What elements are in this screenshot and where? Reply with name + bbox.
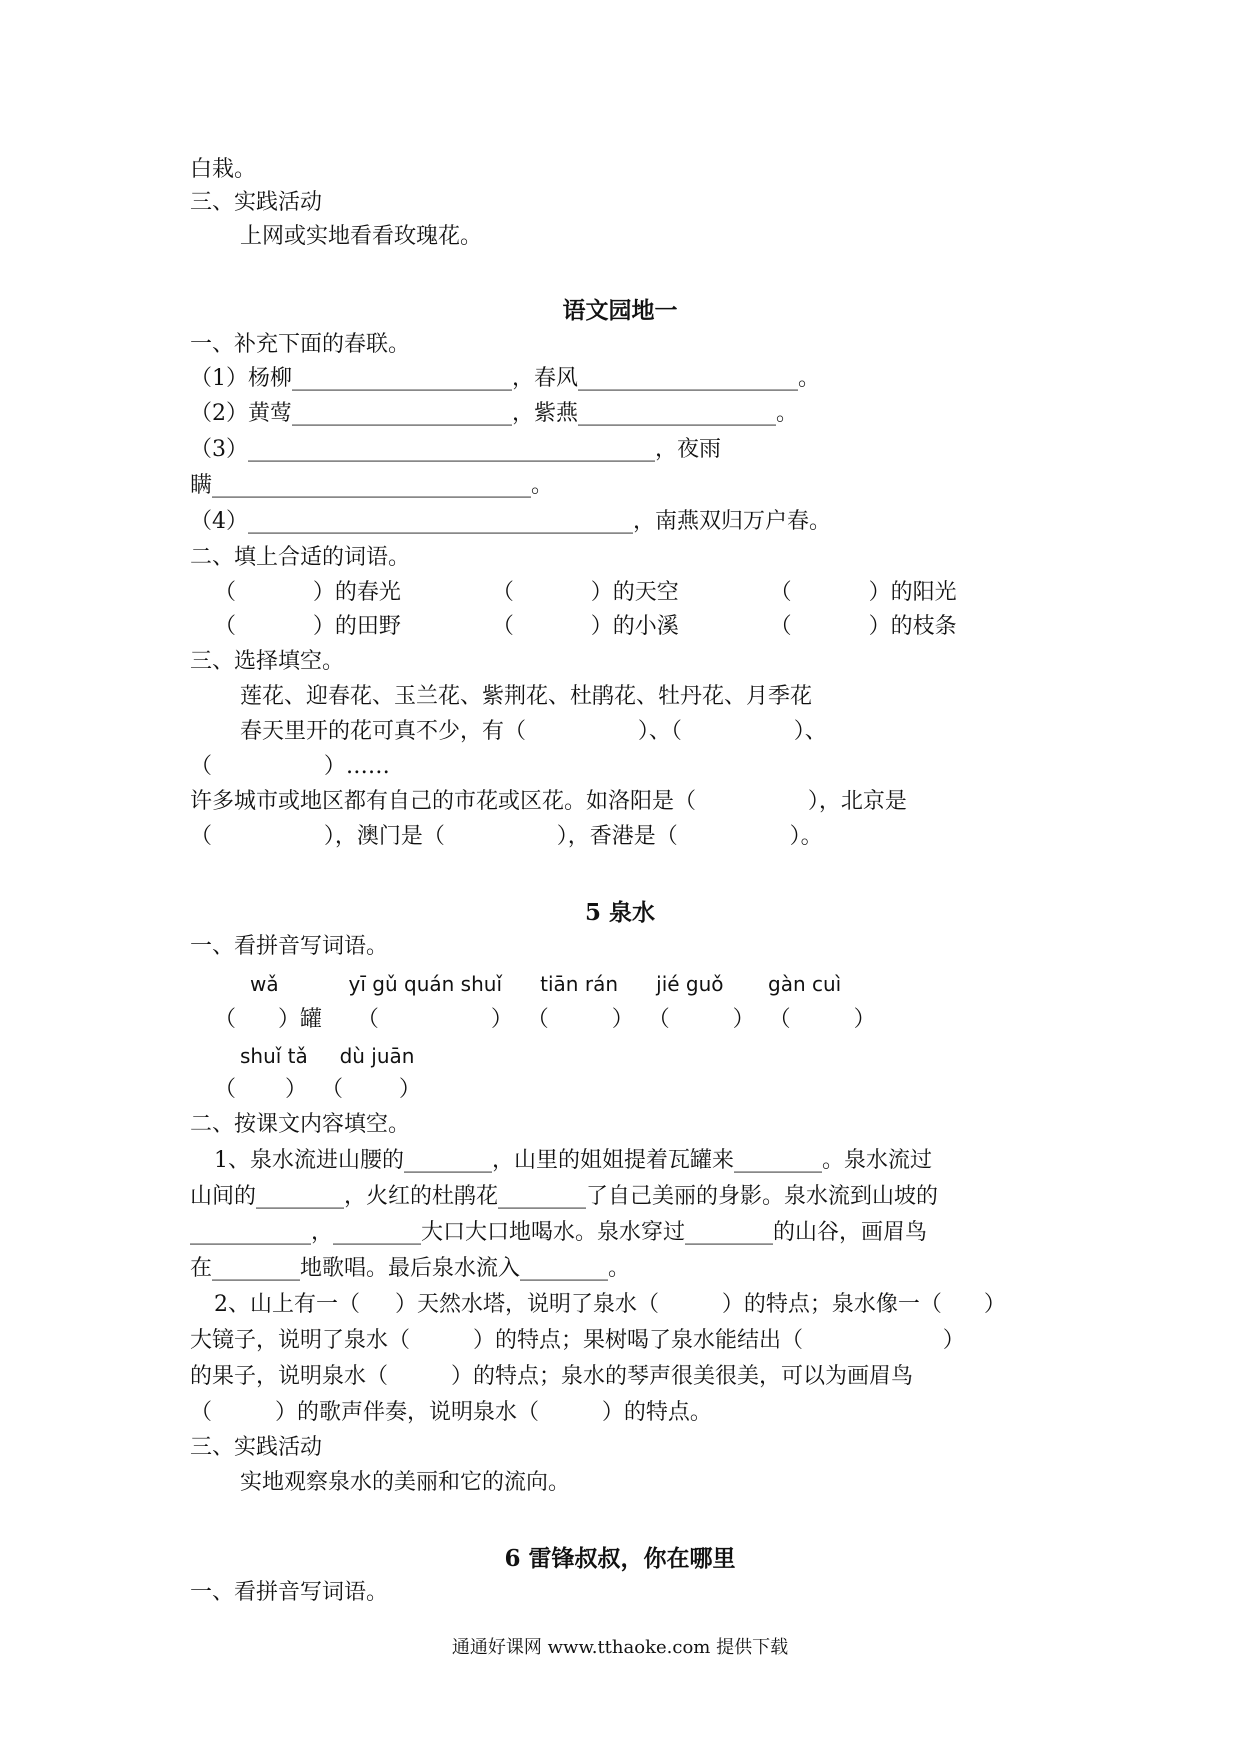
paragraph-line: 大镜子，说明了泉水（ ）的特点；果树喝了泉水能结出（ ） [190,1328,965,1353]
paragraph-line: 2、山上有一（ ）天然水塔，说明了泉水（ ）的特点；泉水像一（ ） [214,1292,1006,1317]
section-title: 5 泉水 [584,899,655,926]
paragraph-line: 山间的________，火红的杜鹃花________了自己美丽的身影。泉水流到山坡的 [190,1184,939,1209]
question-heading: 一、看拼音写词语。 [190,934,389,959]
question-heading: 三、选择填空。 [190,649,345,674]
section-heading: 三、实践活动 [190,190,323,215]
couplet-line: （4）___________________________________，南燕双归万户春。 [190,509,831,534]
text-line: 白栽。 [190,157,257,182]
question-heading: 一、补充下面的春联。 [190,332,411,357]
couplet-line: 瞒_____________________________。 [190,473,554,498]
paragraph-line: （ ）的歌声伴奏，说明泉水（ ）的特点。 [190,1400,712,1425]
text-line: 上网或实地看看玫瑰花。 [240,224,483,249]
word-blank-row: （ ）的春光 （ ）的天空 （ ）的阳光 [214,580,957,605]
paragraph-line: 在________地歌唱。最后泉水流入________。 [190,1256,631,1281]
flower-list: 莲花、迎春花、玉兰花、紫荆花、杜鹃花、牡丹花、月季花 [240,684,813,709]
fill-line: 春天里开的花可真不少，有（ ）、（ ）、 [240,719,827,744]
section-heading: 三、实践活动 [190,1435,323,1460]
question-heading: 二、填上合适的词语。 [190,545,411,570]
section-title: 6 雷锋叔叔，你在哪里 [504,1545,736,1572]
pinyin-row: wǎ yī gǔ quán shuǐ tiān rán jié guǒ gàn cuì [250,972,842,996]
pinyin-row: shuǐ tǎ dù juān [240,1044,415,1068]
blank-row: （ ） （ ） [214,1077,421,1102]
word-blank-row: （ ）的田野 （ ）的小溪 （ ）的枝条 [214,614,957,639]
footer-credit: 通通好课网 www.tthaoke.com 提供下载 [451,1637,789,1658]
paragraph-line: 的果子，说明泉水（ ）的特点；泉水的琴声很美很美，可以为画眉鸟 [190,1364,913,1389]
couplet-line: （1）杨柳____________________，春风____________________。 [190,366,820,391]
section-title: 语文园地一 [562,297,678,324]
fill-line: （ ），澳门是（ ），香港是（ ）。 [190,824,823,849]
fill-line: （ ）…… [190,754,390,779]
paragraph-line: 1、泉水流进山腰的________，山里的姐姐提着瓦罐来________。泉水流过 [214,1148,932,1173]
fill-line: 许多城市或地区都有自己的市花或区花。如洛阳是（ ），北京是 [190,789,907,814]
blank-row: （ ）罐 （ ） （ ） （ ） （ ） [214,1007,876,1032]
couplet-line: （3）_____________________________________，夜雨 [190,437,721,462]
question-heading: 二、按课文内容填空。 [190,1112,411,1137]
couplet-line: （2）黄莺____________________，紫燕__________________。 [190,401,798,426]
text-line: 实地观察泉水的美丽和它的流向。 [240,1470,571,1495]
paragraph-line: ___________，________大口大口地喝水。泉水穿过________的山谷，画眉鸟 [190,1220,928,1245]
question-heading: 一、看拼音写词语。 [190,1580,389,1605]
